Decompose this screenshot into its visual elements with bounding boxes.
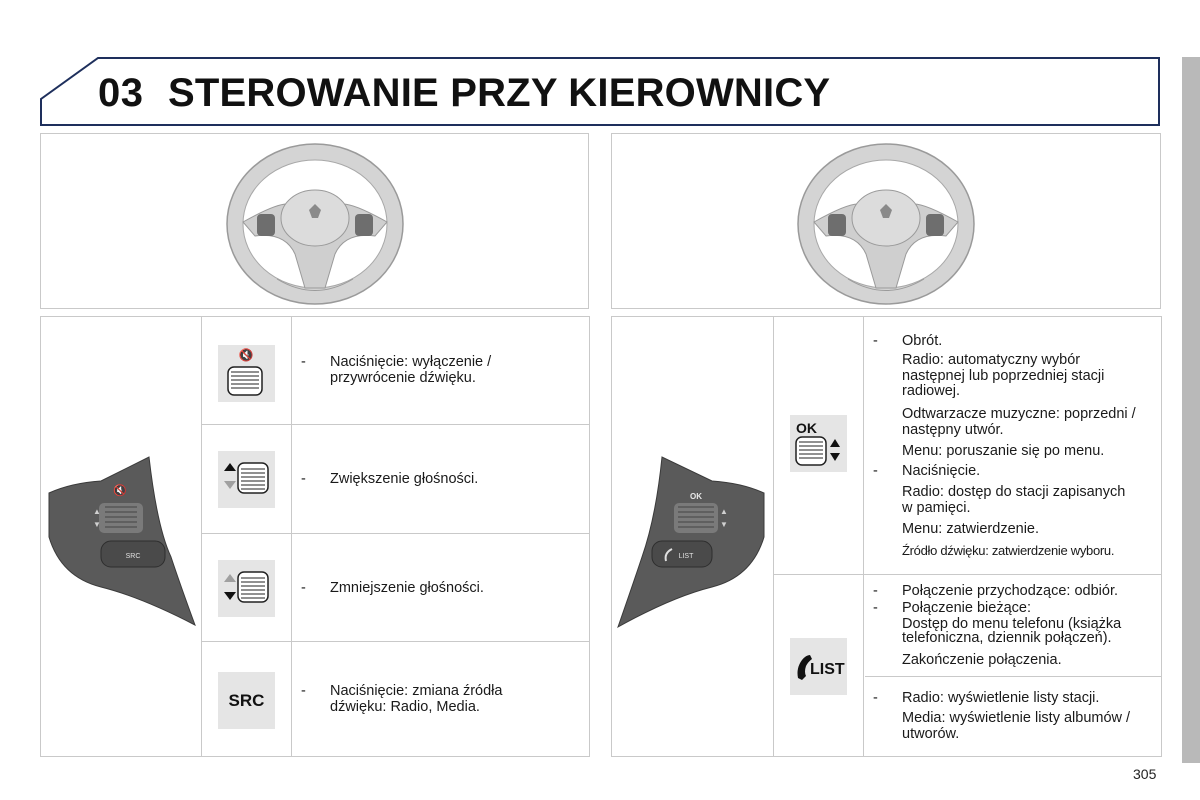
list-control-label: LIST: [678, 553, 694, 560]
text-line: radiowej.: [902, 383, 961, 399]
svg-text:▲: ▲: [720, 507, 728, 516]
text-line: Odtwarzacze muzyczne: poprzedni /: [902, 406, 1136, 422]
item-text: [902, 485, 1125, 516]
text-line: Naciśnięcie: zmiana źródła: [330, 683, 503, 699]
right-control-cluster-illustration: [612, 317, 774, 756]
text-line: Zmniejszenie głośności.: [330, 580, 484, 596]
src-control-label: SRC: [125, 553, 141, 560]
item-text: Naciśnięcie.: [902, 463, 981, 479]
svg-text:🔇: 🔇: [113, 485, 127, 497]
text-line: Radio: dostęp do stacji zapisanych: [902, 484, 1126, 500]
row-text: [330, 355, 575, 386]
ok-control-label: OK: [690, 492, 702, 501]
item-text: Zakończenie połączenia.: [902, 652, 1062, 668]
steering-wheel-illustration-right: [611, 133, 1161, 309]
ok-icon-label: OK: [796, 420, 817, 436]
volume-down-wheel-icon: [218, 560, 275, 617]
left-control-cluster-illustration: [41, 317, 202, 756]
text-line: Dostęp do menu telefonu (książka: [902, 616, 1122, 632]
text-line: Zwiększenie głośności.: [330, 471, 479, 487]
bullet-dash: -: [301, 354, 306, 370]
volume-up-wheel-icon: [218, 451, 275, 508]
bullet-dash: -: [873, 463, 878, 479]
text-line: dźwięku: Radio, Media.: [330, 698, 480, 715]
right-controls-table: [611, 316, 1162, 757]
svg-text:🔇: 🔇: [238, 348, 254, 362]
right-row-2: [774, 575, 1161, 756]
list-icon-label: LIST: [810, 661, 845, 678]
item-text: Menu: poruszanie się po menu.: [902, 443, 1105, 459]
ok-scroll-wheel-icon: [790, 415, 847, 472]
left-row-3: [202, 534, 589, 642]
right-row-1: [774, 317, 1161, 575]
text-line: utworów.: [902, 725, 960, 742]
bullet-dash: -: [301, 683, 306, 699]
item-text: [902, 353, 1104, 400]
item-text: Menu: zatwierdzenie.: [902, 521, 1040, 537]
row-divider: [865, 676, 1161, 677]
item-text: Radio: wyświetlenie listy stacji.: [902, 690, 1100, 706]
text-line: Radio: automatyczny wybór: [902, 352, 1081, 368]
left-row-4: [202, 642, 589, 756]
item-text: Połączenie przychodzące: odbiór.: [902, 583, 1119, 599]
text-line: Naciśnięcie: wyłączenie /: [330, 354, 492, 370]
side-tab: [1182, 57, 1200, 763]
item-text: Obrót.: [902, 333, 943, 349]
text-line: telefoniczna, dziennik połączeń).: [902, 630, 1112, 646]
text-line: następny utwór.: [902, 421, 1004, 438]
left-controls-table: [40, 316, 590, 757]
text-line: przywrócenie dźwięku.: [330, 369, 476, 386]
item-text: [902, 407, 1136, 438]
text-line: Media: wyświetlenie listy albumów /: [902, 710, 1131, 726]
chapter-number: 03: [98, 71, 144, 115]
item-text: [902, 711, 1130, 742]
steering-wheel-illustration-left: [40, 133, 589, 309]
svg-text:▼: ▼: [93, 520, 101, 529]
svg-text:▼: ▼: [720, 520, 728, 529]
item-text: Połączenie bieżące:: [902, 600, 1031, 616]
bullet-dash: -: [873, 690, 878, 706]
phone-list-button-icon: [790, 638, 847, 695]
bullet-dash: -: [301, 471, 306, 487]
src-button-icon: [218, 672, 275, 729]
bullet-dash: -: [873, 583, 878, 599]
page-number: 305: [1133, 766, 1157, 782]
row-text: [330, 684, 575, 715]
bullet-dash: -: [873, 600, 878, 616]
src-button-label: SRC: [228, 691, 265, 710]
chapter-title: STEROWANIE PRZY KIEROWNICY: [168, 71, 831, 115]
chapter-header: [40, 57, 1160, 127]
item-text: [902, 617, 1121, 645]
left-row-1: [202, 317, 589, 425]
mute-scroll-wheel-icon: [218, 345, 275, 402]
bullet-dash: -: [873, 333, 878, 349]
text-line: w pamięci.: [902, 499, 971, 516]
row-text: [330, 581, 575, 597]
row-text: [330, 472, 575, 488]
bullet-dash: -: [301, 580, 306, 596]
left-row-2: [202, 425, 589, 534]
text-line: następnej lub poprzedniej stacji: [902, 367, 1105, 384]
item-text: Źródło dźwięku: zatwierdzenie wyboru.: [902, 543, 1115, 558]
svg-text:▲: ▲: [93, 507, 101, 516]
